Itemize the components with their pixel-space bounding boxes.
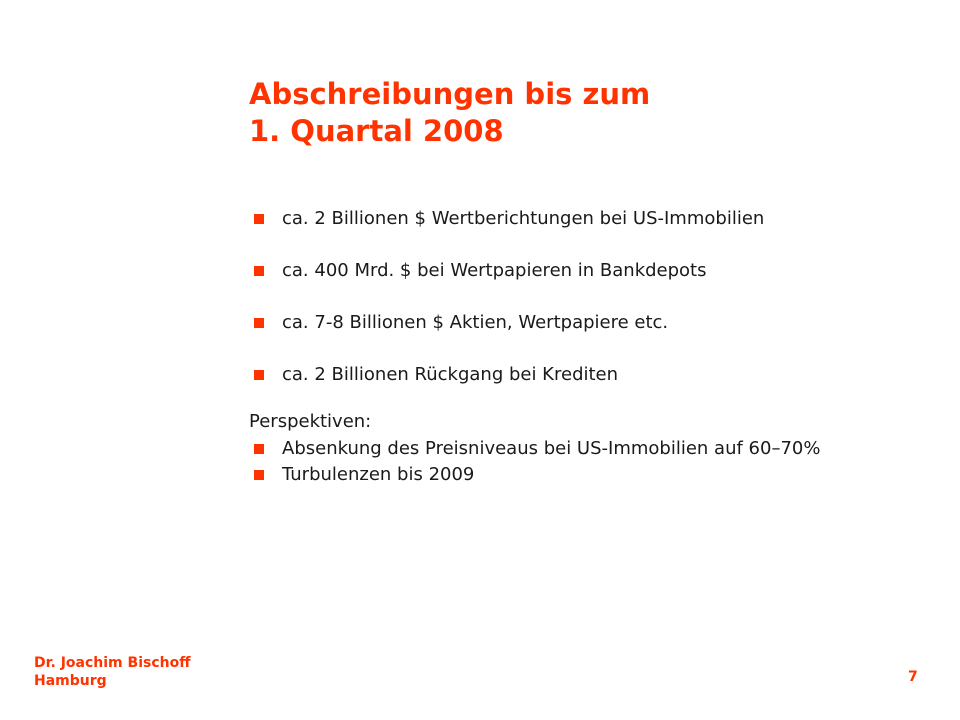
bullet-text: ca. 2 Billionen $ Wertberichtungen bei US-Immobilien [282, 208, 765, 229]
bullet-text: ca. 7-8 Billionen $ Aktien, Wertpapiere etc. [282, 312, 669, 333]
perspective-text: Absenkung des Preisniveaus bei US-Immobilien auf 60–70% [282, 438, 821, 459]
slide-title-line-2: 1. Quartal 2008 [249, 114, 504, 148]
bullet-item [254, 206, 764, 258]
bullet-item [254, 362, 764, 414]
square-bullet-icon [254, 370, 264, 380]
author-name: Dr. Joachim Bischoff [34, 655, 191, 671]
perspective-text: Turbulenzen bis 2009 [282, 464, 475, 485]
bullet-text: ca. 2 Billionen Rückgang bei Krediten [282, 364, 619, 385]
square-bullet-icon [254, 470, 264, 480]
footer-author [34, 654, 191, 690]
author-city: Hamburg [34, 673, 107, 689]
bullet-item [254, 258, 764, 310]
square-bullet-icon [254, 214, 264, 224]
main-bullet-list [254, 206, 764, 414]
bullet-text: ca. 400 Mrd. $ bei Wertpapieren in Bankdepots [282, 260, 707, 281]
bullet-item [254, 310, 764, 362]
perspectives-list [254, 436, 820, 488]
perspectives-heading: Perspektiven: [249, 411, 372, 432]
slide-title-line-1: Abschreibungen bis zum [249, 77, 651, 111]
page-number: 7 [908, 669, 918, 685]
square-bullet-icon [254, 266, 264, 276]
square-bullet-icon [254, 444, 264, 454]
perspective-item [254, 462, 820, 488]
perspective-item [254, 436, 820, 462]
slide-title [249, 76, 650, 150]
square-bullet-icon [254, 318, 264, 328]
